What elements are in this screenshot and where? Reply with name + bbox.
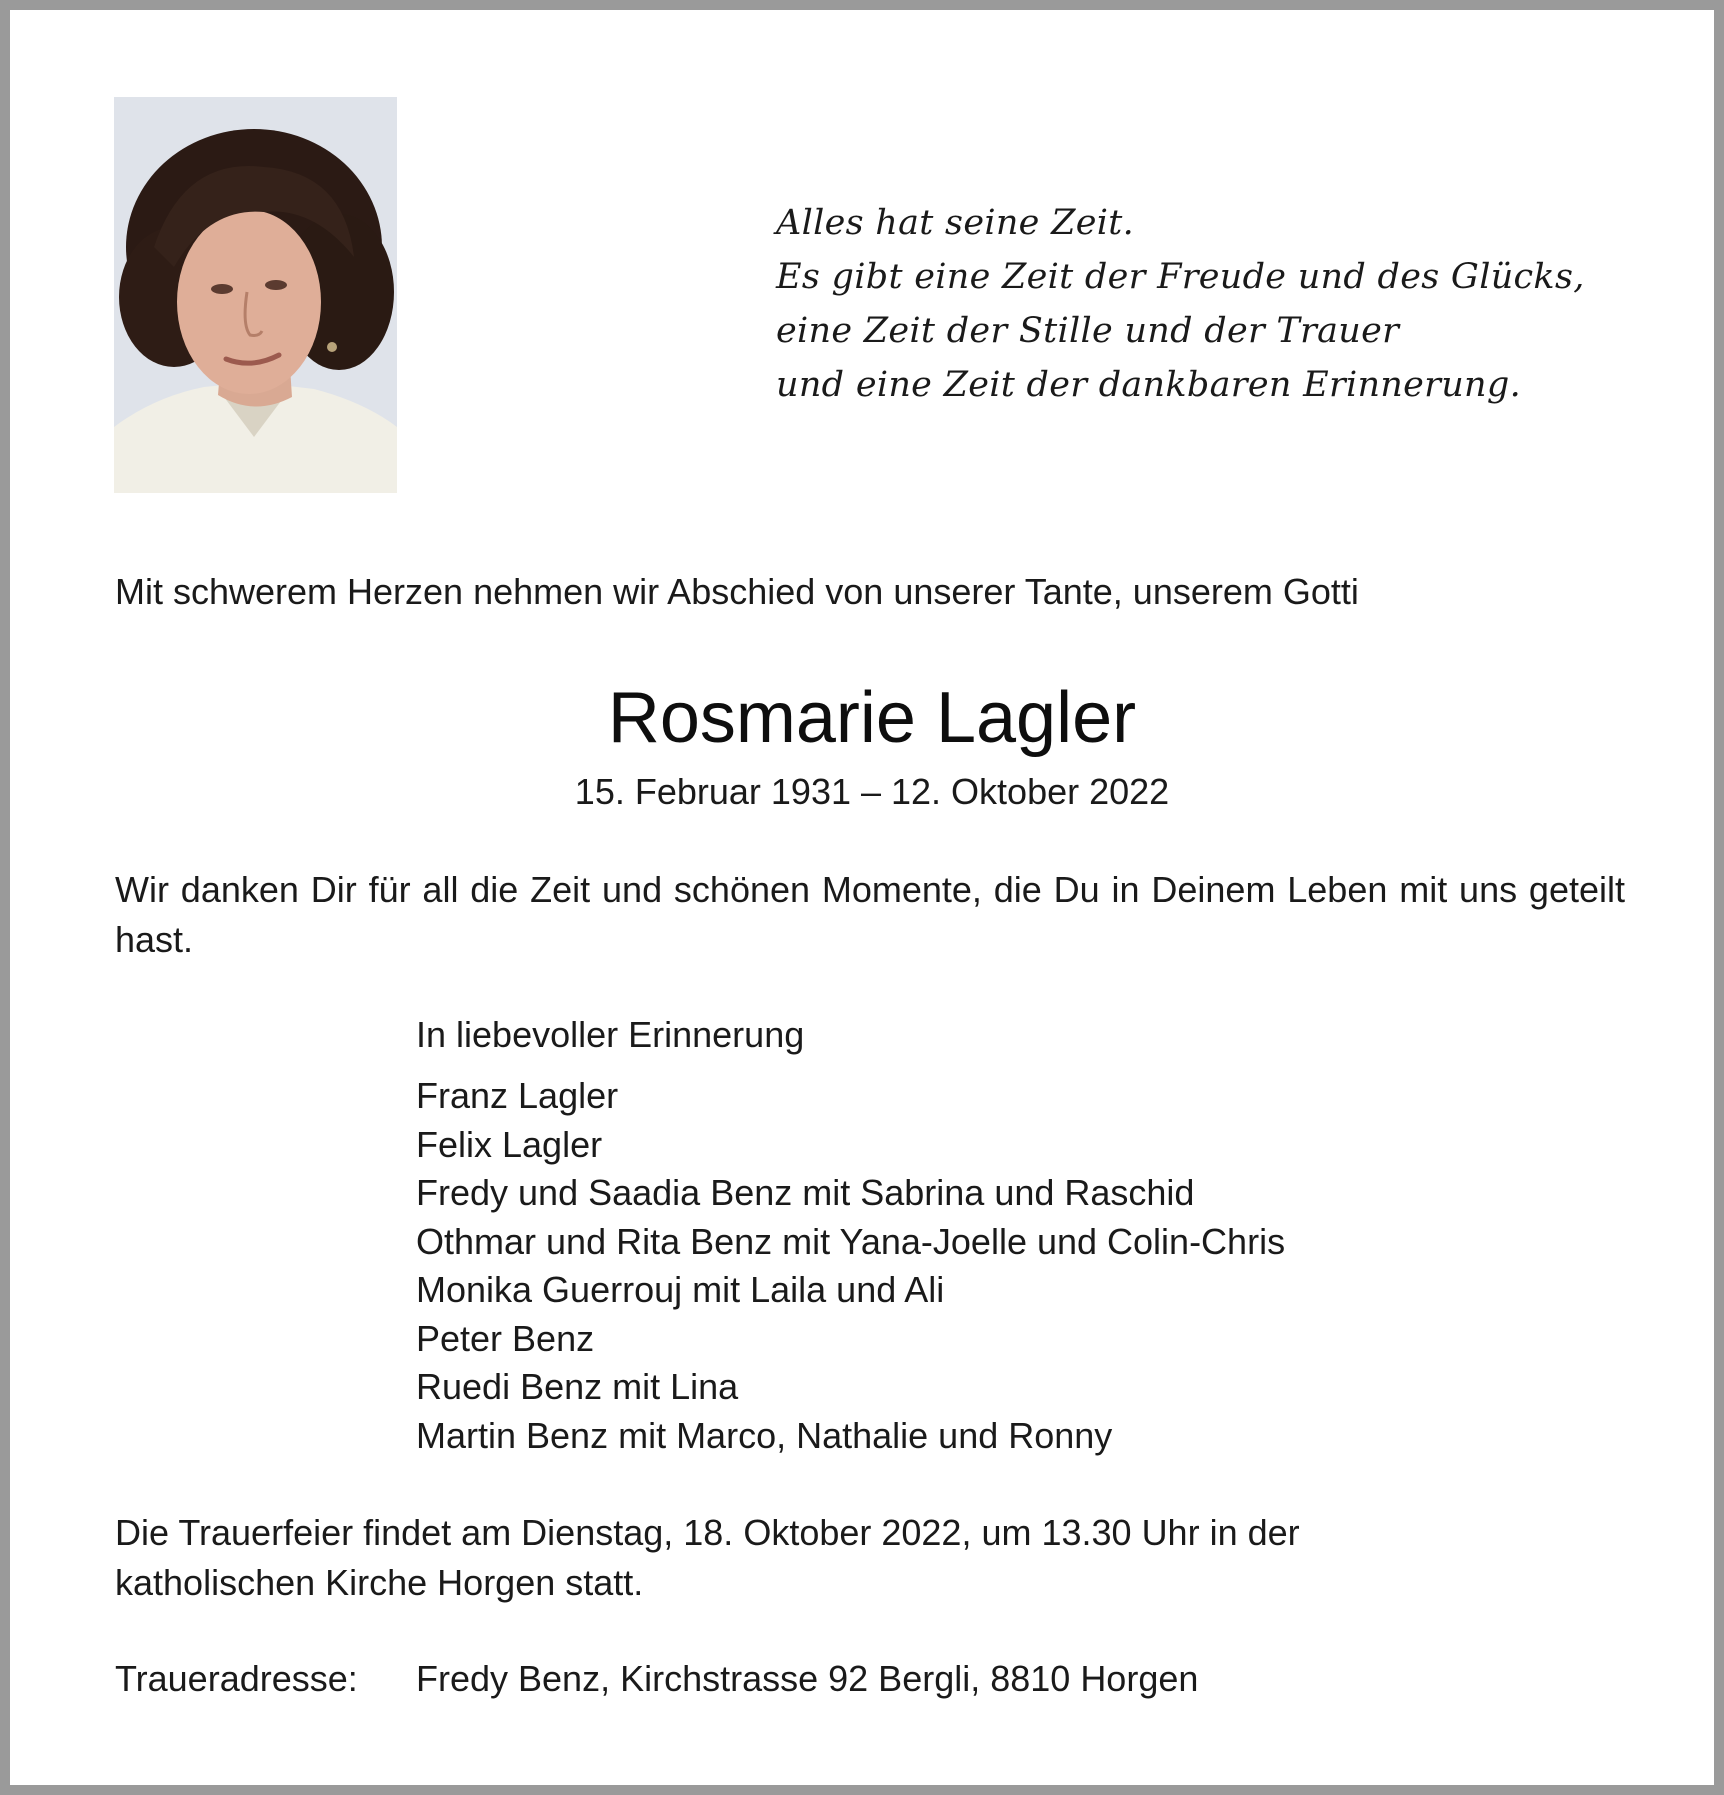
family-member: Franz Lagler — [416, 1075, 619, 1116]
mourning-address — [115, 1654, 1198, 1704]
quote-line: und eine Zeit der dankbaren Erinnerung. — [776, 365, 1522, 405]
quote-line: eine Zeit der Stille und der Trauer — [776, 311, 1400, 351]
ceremony-info — [115, 1508, 1565, 1608]
life-dates: 15. Februar 1931 – 12. Oktober 2022 — [574, 771, 1170, 812]
family-list — [416, 1072, 1285, 1460]
ceremony-line: katholischen Kirche Horgen statt. — [115, 1562, 644, 1603]
family-member: Monika Guerrouj mit Laila und Ali — [416, 1269, 945, 1310]
family-member: Fredy und Saadia Benz mit Sabrina und Raschid — [416, 1172, 1195, 1213]
family-member: Peter Benz — [416, 1317, 595, 1359]
thanks-text: Wir danken Dir für all die Zeit und schönen Momente, die Du in Deinem Leben mit uns geteilt hast. — [115, 869, 1625, 960]
quote-verse — [776, 196, 1656, 412]
quote-line: Alles hat seine Zeit. — [776, 203, 1135, 243]
intro-text: Mit schwerem Herzen nehmen wir Abschied von unserer Tante, unserem Gotti — [115, 571, 1359, 612]
address-label: Traueradresse: — [115, 1658, 358, 1699]
address-value: Fredy Benz, Kirchstrasse 92 Bergli, 8810 Horgen — [416, 1658, 1199, 1699]
ceremony-line: Die Trauerfeier findet am Dienstag, 18. Oktober 2022, um 13.30 Uhr in der — [115, 1512, 1300, 1553]
family-member: Martin Benz mit Marco, Nathalie und Ronny — [416, 1414, 1113, 1456]
quote-line: Es gibt eine Zeit der Freude und des Glücks, — [776, 257, 1585, 297]
family-member: Felix Lagler — [416, 1123, 603, 1165]
portrait-photo — [114, 97, 397, 493]
deceased-name: Rosmarie Lagler — [607, 678, 1137, 758]
memory-heading: In liebevoller Erinnerung — [416, 1014, 805, 1055]
family-member: Ruedi Benz mit Lina — [416, 1366, 739, 1407]
family-member: Othmar und Rita Benz mit Yana-Joelle und Colin-Chris — [416, 1220, 1286, 1262]
